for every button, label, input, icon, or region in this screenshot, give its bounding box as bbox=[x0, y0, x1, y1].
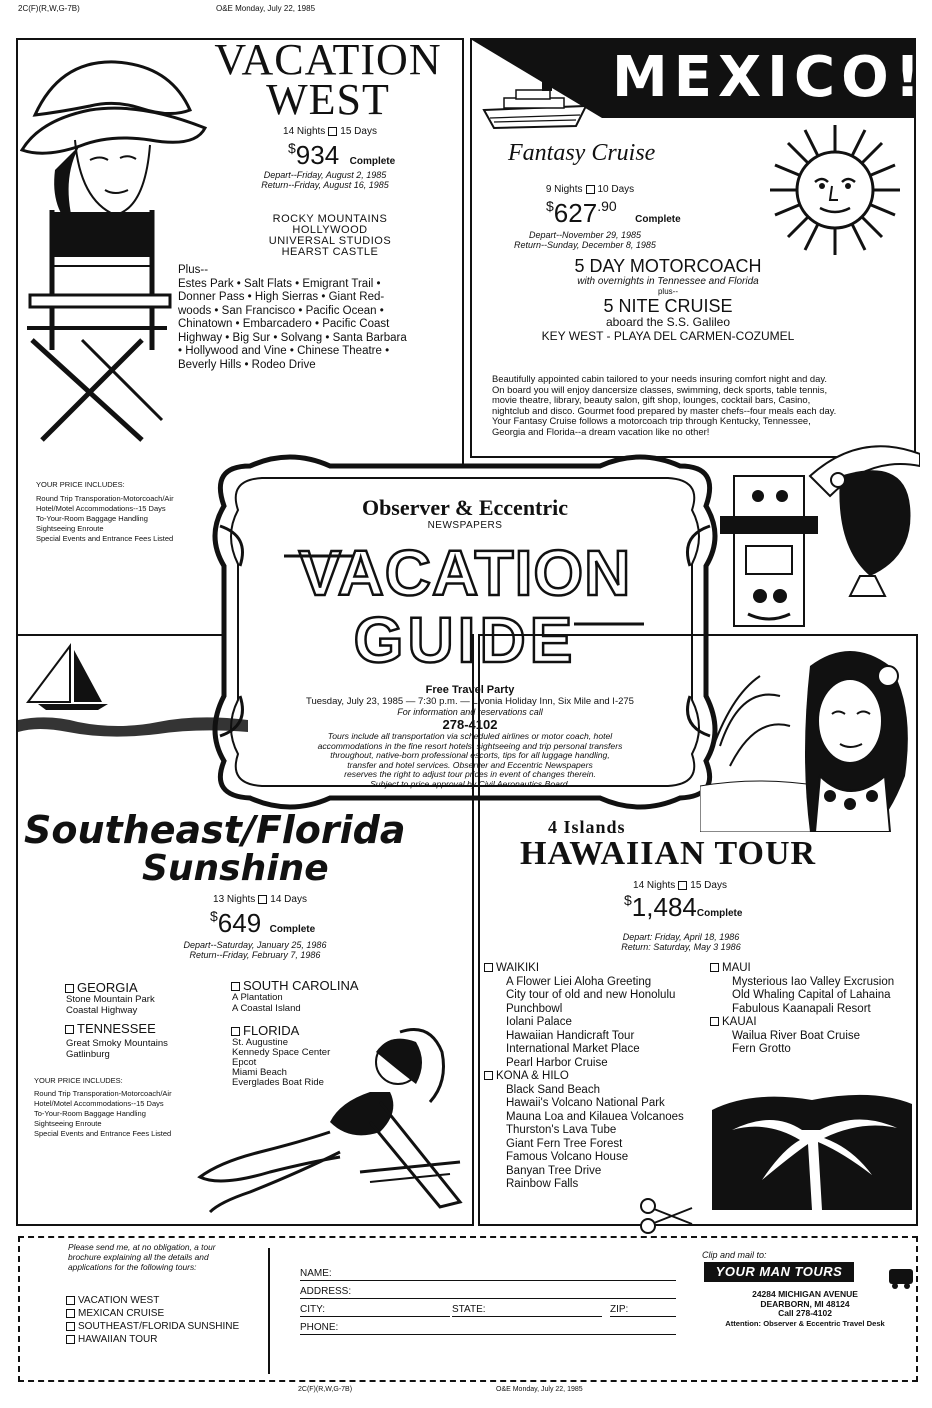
checkbox-icon[interactable] bbox=[66, 1296, 75, 1305]
west-stops: Plus-- Estes Park • Salt Flats • Emigrant Trail • Donner Pass • High Sierras • Giant Red- woods • San Francisco • Pacific Ocean • Chinatown • Embarcadero • Pacific Coast Highway • Big Sur • Solvang • Santa Barbara • Hollywood and Vine • Chinese Theatre • Beverly Hills • Rodeo Drive bbox=[178, 264, 407, 371]
mexico-itinerary: 5 DAY MOTORCOACH with overnights in Tennessee and Florida plus-- 5 NITE CRUISE aboard the S.S. Galileo KEY WEST - PLAYA DEL CARMEN-COZUMEL bbox=[541, 256, 795, 343]
hawaii-duration: 14 Nights 15 Days bbox=[633, 880, 727, 891]
checkbox-icon[interactable] bbox=[66, 1335, 75, 1344]
directors-chair-illustration bbox=[22, 200, 172, 450]
mexico-description: Beautifully appointed cabin tailored to your needs insuring comfort night and day. On board you will enjoy dancersize classes, swimming, deck sports, table tennis, movie theatre, library, beauty salon, gift shop, lounges, cocktail bars, Casino, nightclub and disco. Gourmet food prepared by master chefs--four meals each day. Your Fantasy Cruise follows a motorcoach trip through Kentucky, Tennessee, Georgia and Florida--a dream vacation like no other! bbox=[492, 373, 837, 437]
totem-toucan-illustration bbox=[720, 436, 920, 636]
west-duration: 14 Nights 15 Days bbox=[283, 126, 377, 137]
west-title: VACATION WEST bbox=[214, 35, 442, 124]
header-folio: 2C(F)(R,W,G-7B) bbox=[18, 4, 80, 13]
checkbox-icon bbox=[678, 881, 687, 890]
company-address: 24284 MICHIGAN AVENUE DEARBORN, MI 48124 Call 278-4102 Attention: Observer & Eccentric Travel Desk bbox=[725, 1289, 885, 1328]
florida-price: $649 Complete bbox=[210, 908, 316, 938]
tour-option-hawaii[interactable]: HAWAIIAN TOUR bbox=[66, 1333, 276, 1346]
hawaiian-girl-illustration bbox=[700, 636, 916, 832]
hawaii-title: 4 Islands HAWAIIAN TOUR bbox=[520, 817, 817, 872]
coupon-tour-checklist bbox=[66, 1294, 276, 1346]
guide-brand: Observer & Eccentric NEWSPAPERS bbox=[361, 495, 569, 531]
footer-folio: 2C(F)(R,W,G-7B) bbox=[298, 1386, 353, 1393]
checkbox-icon[interactable] bbox=[66, 1322, 75, 1331]
checkbox-icon bbox=[231, 982, 240, 991]
travel-party: Free Travel Party Tuesday, July 23, 1985 — 7:30 p.m. — Livonia Holiday Inn, Six Mile and I-275 For information and reservations call 278-4102 bbox=[306, 684, 634, 732]
mexico-price: $627.90 Complete bbox=[546, 198, 681, 228]
sailboat-illustration bbox=[18, 636, 248, 746]
name-field[interactable]: NAME: bbox=[300, 1268, 676, 1281]
florida-dates: Depart--Saturday, January 25, 1986 Return--Friday, February 7, 1986 bbox=[183, 940, 327, 960]
checkbox-icon bbox=[65, 1025, 74, 1034]
florida-state-florida: FLORIDA St. Augustine Kennedy Space Center Epcot Miami Beach Everglades Boat Ride bbox=[232, 1023, 331, 1088]
palm-tree-illustration bbox=[712, 1080, 912, 1210]
checkbox-icon bbox=[484, 963, 493, 972]
checkbox-icon bbox=[328, 127, 337, 136]
bus-icon bbox=[888, 1266, 914, 1290]
mexico-dates: Depart--November 29, 1985 Return--Sunday, December 8, 1985 bbox=[514, 230, 656, 250]
tour-option-west[interactable]: VACATION WEST bbox=[66, 1294, 276, 1307]
checkbox-icon[interactable] bbox=[66, 1309, 75, 1318]
west-price: $934 Complete bbox=[288, 140, 396, 170]
cruise-title: Fantasy Cruise bbox=[508, 140, 656, 166]
checkbox-icon bbox=[586, 185, 595, 194]
city-field[interactable]: CITY: bbox=[300, 1304, 450, 1317]
mexico-duration: 9 Nights 10 Days bbox=[545, 184, 635, 195]
guide-fine-print: Tours include all transportation via scheduled airlines or motor coach, hotel accommodations in the fine resort hotels, sightseeing and trip personal transfers throughout, native-born professional escorts, tips for all luggage handling, transfer and hotel services. Observer and Eccentric Newspapers reserves the right to adjust tour prices in event of changes therein. Subject to price approval by Civil Aeronautics Board. bbox=[317, 731, 623, 789]
guide-title: VACATION GUIDE bbox=[298, 537, 632, 676]
sun-illustration bbox=[760, 120, 910, 260]
hawaii-price: $1,484Complete bbox=[624, 892, 743, 922]
tour-option-florida[interactable]: SOUTHEAST/FLORIDA SUNSHINE bbox=[66, 1320, 276, 1333]
west-includes: YOUR PRICE INCLUDES: Round Trip Transporation-Motorcoach/Air Hotel/Motel Accommodations--15 Days To-Your-Room Baggage Handling Sightseeing Enroute Special Events and Entrance Fees Listed bbox=[36, 480, 174, 543]
phone-field[interactable]: PHONE: bbox=[300, 1322, 676, 1335]
florida-state-south-carolina: SOUTH CAROLINA A Plantation A Coastal Island bbox=[232, 978, 359, 1014]
mexico-title: MEXICO! bbox=[612, 45, 927, 110]
sunbather-illustration bbox=[180, 1012, 470, 1222]
page-header bbox=[18, 4, 518, 16]
coupon-divider bbox=[268, 1248, 270, 1374]
tour-option-mexico[interactable]: MEXICAN CRUISE bbox=[66, 1307, 276, 1320]
florida-includes: YOUR PRICE INCLUDES: Round Trip Transporation-Motorcoach/Air Hotel/Motel Accommodations--15 Days To-Your-Room Baggage Handling Sightseeing Enroute Special Events and Entrance Fees Listed bbox=[34, 1076, 172, 1138]
zip-field[interactable]: ZIP: bbox=[610, 1304, 676, 1317]
company-logo: YOUR MAN TOURS bbox=[704, 1262, 854, 1282]
florida-state-tennessee: TENNESSEE Great Smoky Mountains Gatlinburg bbox=[66, 1021, 168, 1060]
hawaii-dates: Depart: Friday, April 18, 1986 Return: Saturday, May 3 1986 bbox=[621, 932, 741, 952]
hawaii-maui-kauai: MAUI Mysterious Iao Valley Excrusion Old Whaling Capital of Lahaina Fabulous Kaanapali Resort KAUAI Wailua River Boat Cruise Fern Grotto bbox=[710, 962, 918, 1057]
hawaii-waikiki: WAIKIKI A Flower Liei Aloha Greeting City tour of old and new Honolulu Punchbowl Iolani Palace Hawaiian Handicraft Tour International Market Place Pearl Harbor Cruise KONA & HILO Black Sand Beach Hawaii's Volcano National Park Mauna Loa and Kilauea Volcanoes Thurston's Lava Tube Giant Fern Tree Forest Famous Volcano House Banyan Tree Drive Rainbow Falls bbox=[484, 962, 704, 1192]
checkbox-icon bbox=[710, 963, 719, 972]
checkbox-icon bbox=[65, 984, 74, 993]
west-highlights: ROCKY MOUNTAINS HOLLYWOOD UNIVERSAL STUDIOS HEARST CASTLE bbox=[268, 213, 392, 258]
cruise-ship-illustration bbox=[480, 80, 590, 130]
checkbox-icon bbox=[710, 1017, 719, 1026]
page-footer bbox=[0, 1386, 932, 1400]
coupon-instructions: Please send me, at no obligation, a tour brochure explaining all the details and applications for the following tours: bbox=[68, 1242, 216, 1272]
checkbox-icon bbox=[258, 895, 267, 904]
footer-date: O&E Monday, July 22, 1985 bbox=[496, 1386, 583, 1393]
address-field[interactable]: ADDRESS: bbox=[300, 1286, 676, 1299]
florida-state-georgia: GEORGIA Stone Mountain Park Coastal Highway bbox=[66, 980, 155, 1016]
state-field[interactable]: STATE: bbox=[452, 1304, 602, 1317]
scissors-icon bbox=[638, 1196, 694, 1236]
west-dates: Depart--Friday, August 2, 1985 Return--Friday, August 16, 1985 bbox=[261, 170, 389, 190]
header-date: O&E Monday, July 22, 1985 bbox=[216, 4, 316, 13]
florida-duration: 13 Nights 14 Days bbox=[213, 894, 307, 905]
clip-label: Clip and mail to: bbox=[702, 1250, 767, 1260]
florida-title: Southeast/Florida Sunshine bbox=[24, 808, 406, 889]
checkbox-icon bbox=[484, 1071, 493, 1080]
